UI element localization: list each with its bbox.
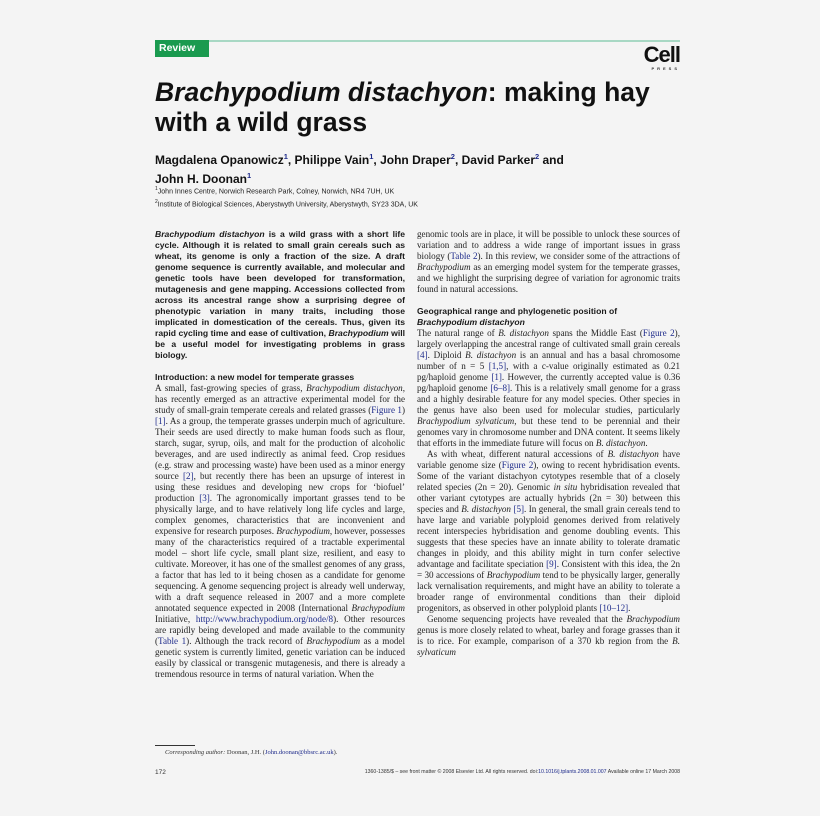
citation-link[interactable]: [3] <box>199 493 210 503</box>
intro-paragraph: A small, fast-growing species of grass, Brachypodium distachyon, has recently emerged as an attractive experimental model for the study of small-grain temperate cereals and related grasses (Figure 1) [1]. As a group, the temperate grasses underpin much of agriculture. Their seeds are used directly to make human foods such as flour, starch, sugar, syrup, oils, and malt for the production of alcoholic beverages, and are used indirectly as animal feed. Crop residues (e.g. straw and processing waste) have been used as a minor energy source [2], but recently there has been an upsurge of interest in using these residues and developing new crops for ‘biofuel’ production [3]. The agronomically important grasses tend to be physically large, and to have relatively long life cycles and large, complex genomes, characteristics that are inconvenient and expensive for research purposes. Brachypodium, however, possesses many of the characteristics required of a tractable experimental model – short life cycle, small plant size, resilient, and easy to cultivate. Moreover, it has one of the smallest genomes of any grass, a factor that has led to it being chosen as a candidate for genome sequencing. A genome sequencing project is already well underway, with a draft sequence released in 2007 and a more complete annotated sequence expected in 2008 (International Brachypodium Initiative, http://www.brachypodium.org/node/8). Other resources are rapidly being developed and made available to the community (Table 1). Although the track record of Brachypodium as a model genetic system is currently limited, genetic variation can be induced easily by classical or transgenic mutagenesis, and there is already a tremendous resource in terms of natural variation. When the <box>155 383 406 679</box>
citation-link[interactable]: [1] <box>491 372 502 382</box>
section-heading-geo: Geographical range and phylogenetic position of Brachypodium distachyon <box>417 306 618 327</box>
abstract-text: is a wild grass with a short life cycle. Although it is related to small grain cereals such as wheat, its genome is only a fraction of the size. A draft genome sequence is currently available, and molecular and genetic tools have been developed for transformation, mutagenesis and gene mapping. Accessions collected from across its ancestral range show a surprising degree of phenotypic variation in many traits, including those implicated in domestication of the cereals. Thus, given its rapid cycling time and ease of cultivation, <box>155 229 406 338</box>
table-link[interactable]: Table 1 <box>158 636 187 646</box>
affiliation-ref[interactable]: 2 <box>450 152 455 161</box>
citation-link[interactable]: [4] <box>417 350 428 360</box>
abstract-genus: Brachypodium <box>328 328 389 338</box>
header-rule <box>155 40 680 42</box>
affiliation-ref[interactable]: 1 <box>369 152 374 161</box>
abstract-species: Brachypodium distachyon <box>155 229 265 239</box>
citation-link[interactable]: [5] <box>513 504 525 514</box>
geo-paragraph-1: The natural range of B. distachyon spans the Middle East (Figure 2), largely overlapping the ancestral range of cultivated small grain cereals [4]. Diploid B. distachyon is an annual and has a basal chromosome number of n = 5 [1,5], with a c-value originally estimated as 0.21 pg/haploid genome [1]. However, the currently accepted value is 0.36 pg/haploid genome [6–8]. This is a relatively small genome for a grass and a highly desirable feature for any model species. Other species in the genus have also been used for molecular studies, particularly Brachypodium sylvaticum, but these tend to be perennial and their genomes vary in chromosome number and DNA content. It seems likely that efforts in the immediate future will focus on B. distachyon. <box>417 328 680 448</box>
section-badge: Review <box>155 40 209 57</box>
author: Magdalena Opanowicz <box>155 153 284 167</box>
title-species: Brachypodium distachyon <box>155 77 488 107</box>
affiliation <box>155 197 675 210</box>
copyright-footer: 1360-1385/$ – see front matter © 2008 Elsevier Ltd. All rights reserved. doi:10.1016/j.tplants.2008.01.007 Available online 17 March 2008 <box>364 769 680 775</box>
section-heading-intro: Introduction: a new model for temperate grasses <box>155 372 355 382</box>
affiliation-ref[interactable]: 1 <box>247 171 252 180</box>
email-link[interactable]: John.doonan@bbsrc.ac.uk <box>264 749 334 756</box>
left-column <box>155 229 405 680</box>
publisher-logo <box>644 44 680 72</box>
page-number: 172 <box>155 769 166 776</box>
citation-link[interactable]: [6–8] <box>490 383 511 393</box>
affiliation-ref[interactable]: 2 <box>535 152 540 161</box>
figure-link[interactable]: Figure 2 <box>501 460 534 470</box>
citation-link[interactable]: [1,5] <box>488 361 507 371</box>
cell-logo: Cell <box>643 42 680 67</box>
footnote-rule <box>155 745 195 746</box>
citation-link[interactable]: [9] <box>546 559 557 569</box>
affiliation-ref[interactable]: 1 <box>283 152 288 161</box>
affiliation-text: John Innes Centre, Norwich Research Park, Colney, Norwich, NR4 7UH, UK <box>157 188 395 196</box>
article-title <box>155 77 685 137</box>
affiliation-number: 1 <box>155 186 158 192</box>
corresponding-author-note: Corresponding author: Doonan, J.H. (John.doonan@bbsrc.ac.uk). <box>165 749 338 756</box>
right-column <box>417 229 680 658</box>
table-link[interactable]: Table 2 <box>450 251 478 261</box>
abstract-text: will be a useful model for investigating problems in grass biology. <box>155 328 405 360</box>
author: John Draper <box>380 153 451 167</box>
author: David Parker <box>461 153 535 167</box>
author: Philippe Vain <box>294 153 370 167</box>
geo-paragraph-3: Genome sequencing projects have revealed that the Brachypodium genus is more closely related to wheat, barley and forage grasses than it is to rice. For example, comparison of a 370 kb region from the B. sylvaticum <box>417 614 680 657</box>
intro-paragraph-cont: genomic tools are in place, it will be possible to unlock these sources of variation and to address a wide range of important issues in grass biology (Table 2). In this review, we consider some of the attractions of Brachypodium as an emerging model system for the temperate grasses, and we highlight the surprising degree of variation for agronomic traits found in natural accessions. <box>417 229 681 294</box>
affiliation <box>155 184 675 197</box>
affiliation-number: 2 <box>155 199 158 206</box>
doi-link[interactable]: 10.1016/j.tplants.2008.01.007 <box>538 769 607 775</box>
citation-link[interactable]: [1] <box>155 416 166 426</box>
affiliations <box>155 184 675 211</box>
author: John H. Doonan <box>155 172 247 186</box>
title-rest: : making hay with a wild grass <box>155 77 650 137</box>
geo-paragraph-2: As with wheat, different natural accessions of B. distachyon have variable genome size (Figure 2), owing to recent hybridisation events. Some of the variant distachyon cytotypes resemble that of a closely related species (2n = 20). Genomic in situ hybridisation revealed that other variant cytotypes are actually hybrids (2n = 30) between this species and B. distachyon [5]. In general, the small grain cereals tend to have large and variable polyploid genomes derived from relatively recent interspecies hybridisation and genome doubling events. This suggests that these species have an innate ability to tolerate dramatic changes in ploidy, and this ability might in turn confer selective advantage and facilitate speciation [9]. Consistent with this idea, the 2n = 30 accessions of Brachypodium tend to be physically larger, generally lack vernalisation requirements, and might have an ability to tolerate a broader range of environmental conditions than their diploid progenitors, as observed in other polyploid plants [10–12]. <box>417 449 680 613</box>
cell-press-label: PRESS <box>651 66 680 71</box>
citation-link[interactable]: [2] <box>182 471 194 481</box>
affiliation-text: Institute of Biological Sciences, Aberystwyth University, Aberystwyth, SY23 3DA, UK <box>157 201 418 209</box>
url-link[interactable]: http://www.brachypodium.org/node/8 <box>195 614 334 624</box>
author-list: Magdalena Opanowicz$^1$, Philippe Vain$^1$, John Draper$^2$, David Parker$^2$ and John H. Doonan$^1$ <box>155 152 564 186</box>
abstract <box>155 229 405 361</box>
figure-link[interactable]: Figure 1 <box>371 405 402 415</box>
citation-link[interactable]: [10–12] <box>599 603 629 613</box>
figure-link[interactable]: Figure 2 <box>642 328 675 338</box>
